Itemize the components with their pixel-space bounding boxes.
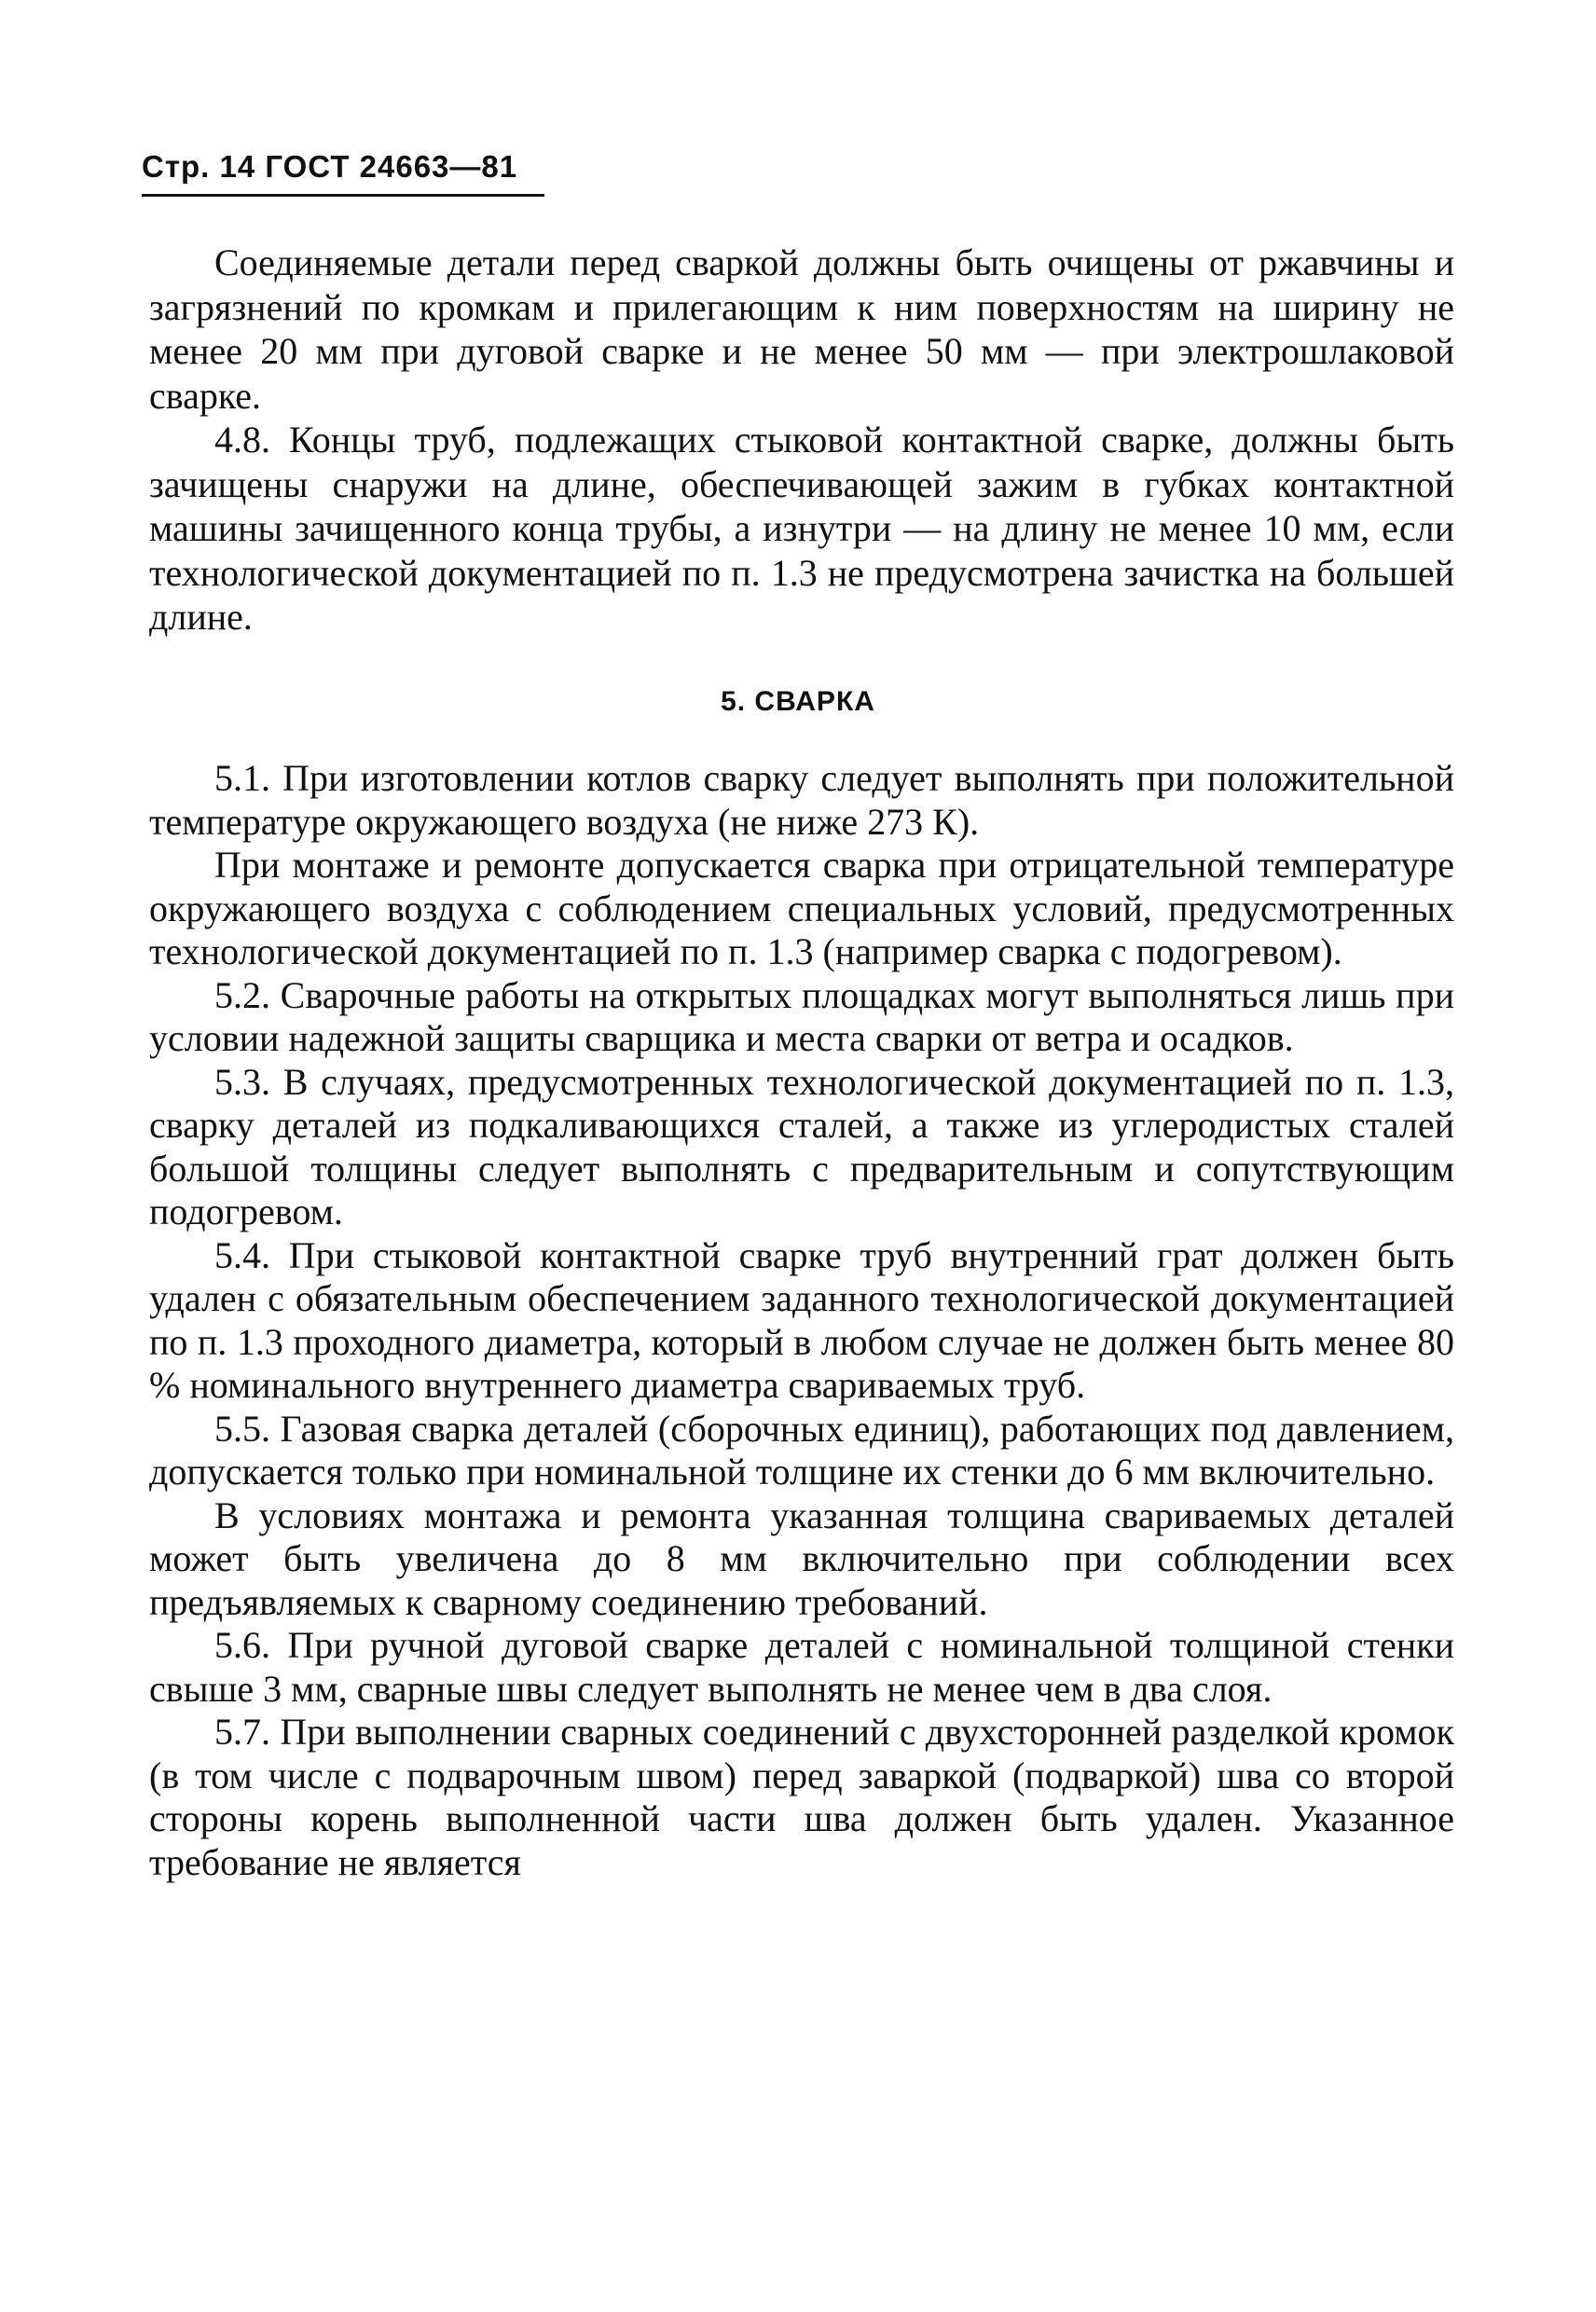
paragraph-4-8: 4.8. Концы труб, подлежащих стыковой контактной сварке, должны быть зачищены снаружи на длине, обеспечивающей зажим в губках контактной машины зачищенного конца трубы, а изнутри — на длину не менее 10 мм, если технологической документацией по п. 1.3 не предусмотрена зачистка на большей длине. <box>149 419 1454 638</box>
page-header: Стр. 14 ГОСТ 24663—81 <box>142 149 518 184</box>
paragraph-5-5: 5.5. Газовая сварка деталей (сборочных единиц), работающих под давлением, допускается только при номинальной толщине их стенки до 6 мм включительно. <box>149 1407 1454 1493</box>
paragraph-5-1: 5.1. При изготовлении котлов сварку следует выполнять при положительной температуре окружающего воздуха (не ниже 273 К). <box>149 757 1454 843</box>
paragraph-cleaning: Соединяемые детали перед сваркой должны быть очищены от ржавчины и загрязнений по кромкам и прилегающим к ним поверхностям на ширину не менее 20 мм при дуговой сварке и не менее 50 мм — при электрошлаковой сварке. <box>149 241 1454 417</box>
paragraph-5-3: 5.3. В случаях, предусмотренных технологической документацией по п. 1.3, сварку деталей из подкаливающихся сталей, а также из углеродистых сталей большой толщины следует выполнять с предварительным и сопутствующим подогревом. <box>149 1060 1454 1232</box>
paragraph-5-7: 5.7. При выполнении сварных соединений с двухсторонней разделкой кромок (в том числе с подварочным швом) перед заваркой (подваркой) шва со второй стороны корень выполненной части шва должен быть удален. Указанное требование не является <box>149 1711 1454 1883</box>
intro-text <box>149 241 1454 640</box>
section-heading: 5. СВАРКА <box>721 686 875 717</box>
section-text <box>149 757 1454 1884</box>
paragraph-5-6: 5.6. При ручной дуговой сварке деталей с номинальной толщиной стенки свыше 3 мм, сварные швы следует выполнять не менее чем в два слоя. <box>149 1624 1454 1710</box>
header-rule <box>142 194 544 197</box>
paragraph-5-2: 5.2. Сварочные работы на открытых площадках могут выполняться лишь при условии надежной защиты сварщика и места сварки от ветра и осадков. <box>149 973 1454 1059</box>
paragraph-5-5-montage: В условиях монтажа и ремонта указанная толщина свариваемых деталей может быть увеличена до 8 мм включительно при соблюдении всех предъявляемых к сварному соединению требований. <box>149 1493 1454 1623</box>
paragraph-5-1-montage: При монтаже и ремонте допускается сварка при отрицательной температуре окружающего воздуха с соблюдением специальных условий, предусмотренных технологической документацией по п. 1.3 (например сварка с подогревом). <box>149 844 1454 972</box>
paragraph-5-4: 5.4. При стыковой контактной сварке труб внутренний грат должен быть удален с обязательным обеспечением заданного технологической документацией по п. 1.3 проходного диаметра, который в любом случае не должен быть менее 80 % номинального внутреннего диаметра свариваемых труб. <box>149 1233 1454 1406</box>
